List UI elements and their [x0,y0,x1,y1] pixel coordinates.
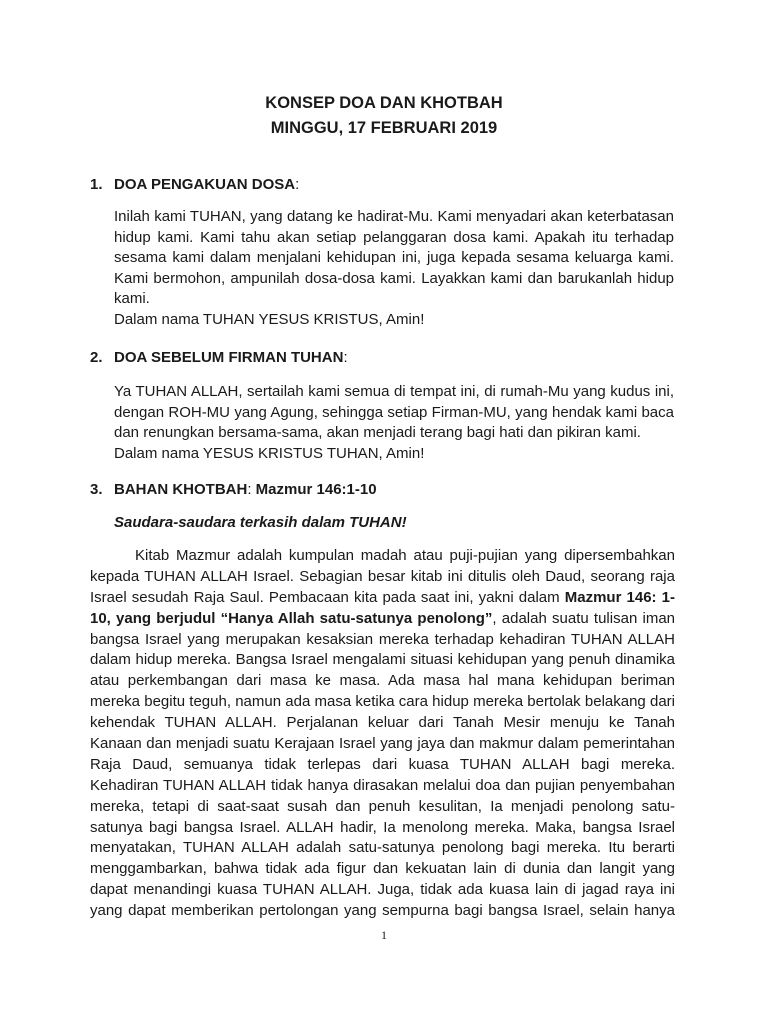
text-line: kami. [114,290,150,307]
scripture-reference: Mazmur 146:1-10 [255,481,377,498]
text-line: dalam hidup mereka. Bangsa Israel mengalami situasi kehidupan yang penuh dinamika [90,651,675,669]
bold-reference: 10, yang berjudul “Hanya Allah satu-satunya penolong” [90,609,493,627]
text-line: Ya TUHAN ALLAH, sertailah kami semua di tempat ini, di rumah-Mu yang kudus ini, [114,383,674,400]
text-line: kepada TUHAN ALLAH Israel. Sebagian besar kitab ini ditulis oleh Daud, seorang raja [90,567,675,585]
prayer-confession [114,207,674,330]
text-line: mereka begitu teguh, namun ada masa ketika cara hidup mereka bertolak belakang dari [90,693,675,711]
page-number: 1 [381,928,387,942]
section-title: DOA PENGAKUAN DOSA [114,176,296,193]
section-number: 1. [90,176,103,193]
text-line: hidup kami. Kami tahu akan setiap pelanggaran dosa kami. Apakah itu terhadap [114,228,674,246]
text-line: satunya bagi bangsa Israel. ALLAH hadir, Ia menolong mereka. Maka, bangsa Israel [90,818,675,836]
prayer-before-sermon [114,382,674,464]
section-heading-2 [90,348,348,368]
section-heading-1 [90,175,299,195]
section-title: DOA SEBELUM FIRMAN TUHAN [114,349,344,366]
section-number: 2. [90,349,103,366]
document-date: MINGGU, 17 FEBRUARI 2019 [270,119,498,137]
text-line: kehendak TUHAN ALLAH. Perjalanan keluar dari Tanah Mesir menuju ke Tanah [90,714,675,732]
text-line: dengan ROH-MU yang Agung, sehingga setiap Firman-MU, yang hendak kami baca [114,403,674,421]
text-line: dapat menandingi kuasa TUHAN ALLAH. Juga, tidak ada kuasa lain di jagad raya ini [90,881,675,899]
text-line: Raja Daud, semuanya tidak terlepas dari kuasa TUHAN ALLAH bagi mereka. [90,755,675,773]
document-title: KONSEP DOA DAN KHOTBAH [265,94,503,112]
sermon-greeting: Saudara-saudara terkasih dalam TUHAN! [114,514,407,531]
section-number: 3. [90,481,103,498]
text-line: yang dapat memberikan pertolongan yang sempurna bagi bangsa Israel, selain hanya [90,902,675,920]
section-colon: : [343,349,348,366]
text-line: sesama kami dalam menjalani kehidupan ini, juga kepada sesama keluarga kami. [114,249,674,266]
text-line [90,609,675,630]
text-line: Kehadiran TUHAN ALLAH tidak hanya dirasakan melalui doa dan pujian penyembahan [90,776,675,794]
section-colon: : [295,176,300,193]
text-line: bangsa Israel yang merupakan kesaksian mereka terhadap kehadiran TUHAN ALLAH [90,630,675,648]
section-title: BAHAN KHOTBAH [114,481,248,498]
text-segment: Israel sesudah Raja Saul. Pembacaan kita pada saat ini, yakni dalam [90,588,565,606]
text-line: Kitab Mazmur adalah kumpulan madah atau puji-pujian yang dipersembahkan [135,547,675,564]
section-colon: : [247,481,256,498]
text-line: Inilah kami TUHAN, yang datang ke hadirat-Mu. Kami menyadari akan keterbatasan [114,208,674,225]
text-line [90,588,675,609]
sermon-body [90,546,675,922]
text-line: Dalam nama TUHAN YESUS KRISTUS, Amin! [114,310,425,328]
text-line: Kanaan dan menjadi suatu Kerajaan Israel yang jaya dan makmur dalam pemerintahan [90,735,675,753]
bold-reference: Mazmur 146: 1- [564,588,675,606]
section-heading-3 [90,480,377,500]
text-line: Kami bermohon, ampunilah dosa-dosa kami. Layakkan kami dan barukanlah hidup [114,269,674,287]
text-line: mereka, tetapi di saat-saat susah dan penuh kesulitan, Ia menjadi penolong satu- [90,797,675,815]
text-segment: , adalah suatu tulisan iman [492,609,675,627]
text-line: dan renungkan bersama-sama, akan menjadi terang bagi hati dan pikiran kami. [114,424,641,441]
text-line: menyatakan, TUHAN ALLAH adalah satu-satunya penolong bagi mereka. Itu berarti [90,839,675,857]
text-line: menggambarkan, bahwa tidak ada figur dan kekuatan lain di dunia dan langit yang [90,860,675,878]
text-line: atau perkembangan dari masa ke masa. Ada masa hal mana kehidupan beriman [90,672,675,690]
text-line: Dalam nama YESUS KRISTUS TUHAN, Amin! [114,444,425,462]
